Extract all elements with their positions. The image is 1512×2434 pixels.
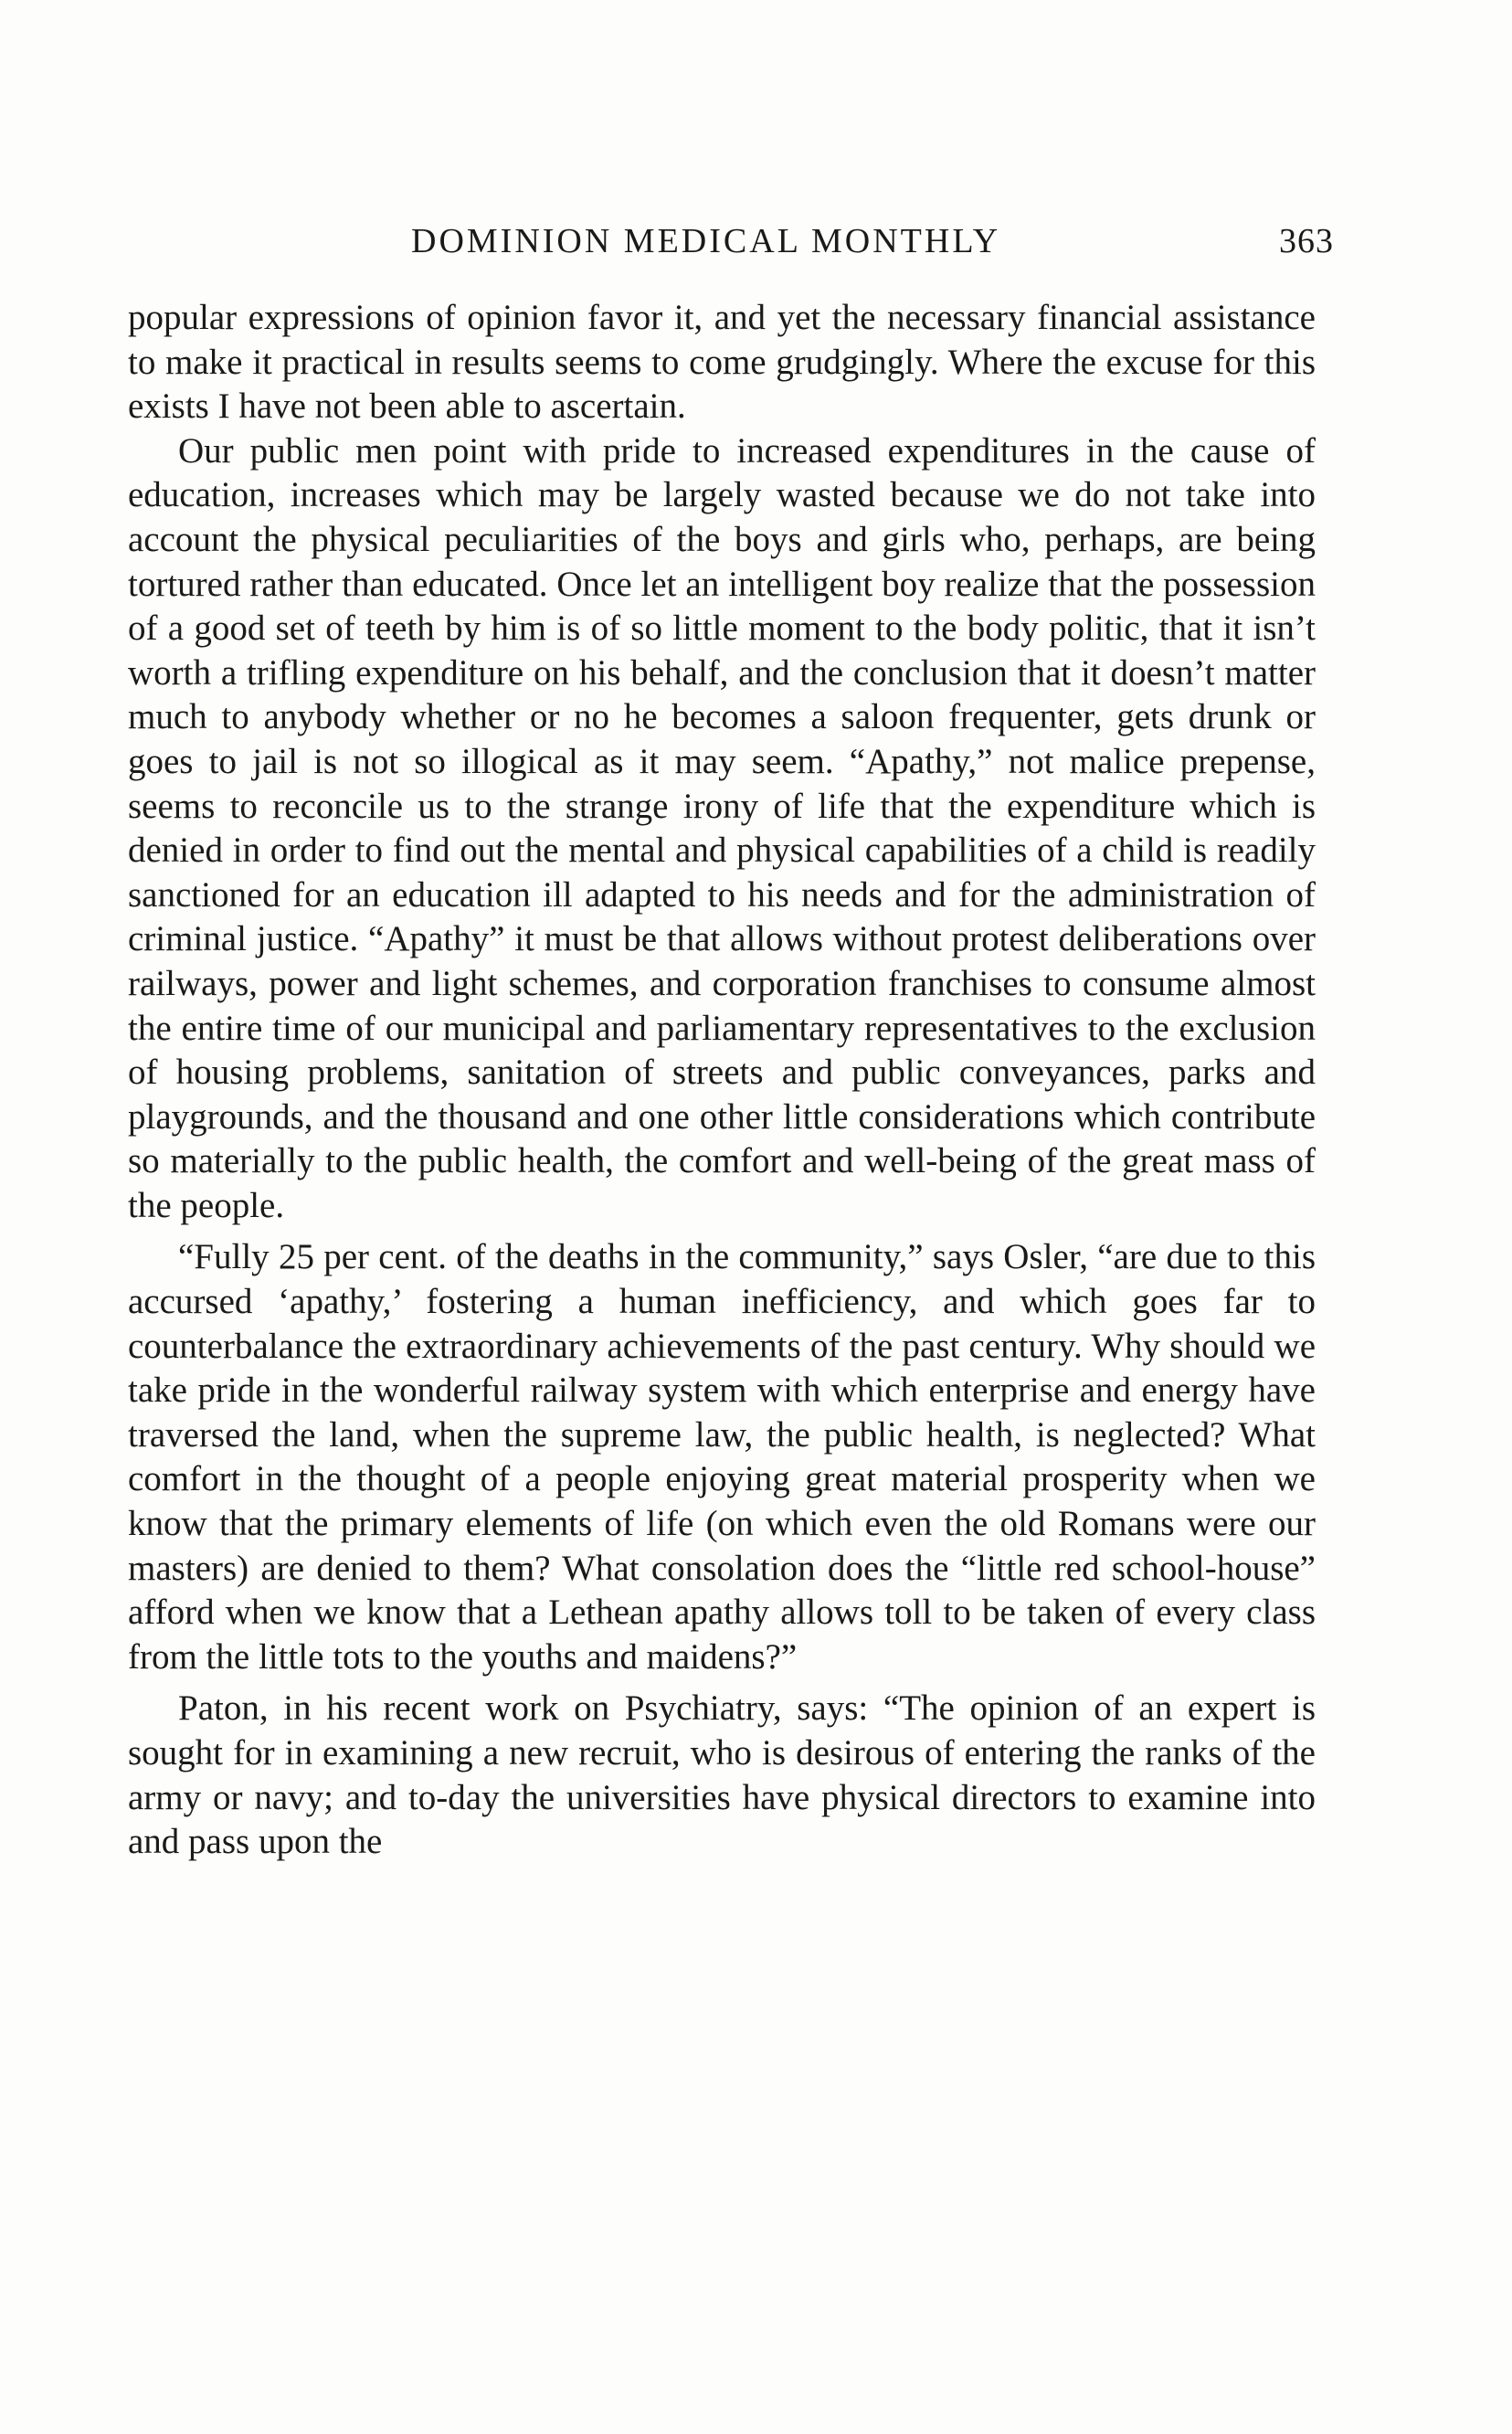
paragraph-osler-quote: “Fully 25 per cent. of the deaths in the community,” says Osler, “are due to this accursed ‘apathy,’ fostering a human inefficiency, and which goes far to counterbalance the extraordinary achievements of the past century. Why should we take pride in the wonderful railway system with which enterprise and energy have traversed the land, when the supreme law, the public health, is neglected? What comfort in the thought of a people enjoying great material prosperity when we know that the primary elements of life (on which even the old Romans were our masters) are denied to them? What consolation does the “little red school-house” afford when we know that a Lethean apathy allows toll to be taken of every class from the little tots to the youths and maidens?” — [128, 1237, 1316, 1677]
paragraph-public-men: Our public men point with pride to increased expenditures in the cause of education, increases which may be largely wasted because we do not take into account the physical peculiarities of the boys and girls who, perhaps, are being tortured rather than educated. Once let an intelligent boy realize that the possession of a good set of teeth by him is of so little moment to the body politic, that it isn’t worth a trifling expenditure on his behalf, and the conclusion that it doesn’t matter much to anybody whether or no he becomes a saloon frequenter, gets drunk or goes to jail is not so illogical as it may seem. “Apathy,” not malice prepense, seems to reconcile us to the strange irony of life that the expenditure which is denied in order to find out the mental and physical capabilities of a child is readily sanctioned for an education ill adapted to his needs and for the administration of criminal justice. “Apathy” it must be that allows without protest deliberations over railways, power and light schemes, and corporation franchises to consume almost the entire time of our municipal and parliamentary representatives to the exclusion of housing problems, sanitation of streets and public conveyances, parks and playgrounds, and the thousand and one other little considerations which contribute so materially to the public health, the comfort and well-being of the great mass of the people. — [128, 430, 1316, 1225]
page-number: 363 — [1279, 222, 1334, 260]
article-body — [128, 296, 1316, 1865]
running-head — [155, 221, 1334, 267]
paragraph-continued: popular expressions of opinion favor it, and yet the necessary financial assistance to make it practical in results seems to come grudgingly. Where the excuse for this exists I have not been able to ascertain. — [128, 298, 1316, 427]
paragraph-paton-quote: Paton, in his recent work on Psychiatry, says: “The opinion of an expert is sought for in examining a new recruit, who is desirous of entering the ranks of the army or navy; and to-day the universities have physical directors to examine into and pass upon the — [128, 1688, 1316, 1862]
journal-title: DOMINION MEDICAL MONTHLY — [411, 222, 1001, 260]
